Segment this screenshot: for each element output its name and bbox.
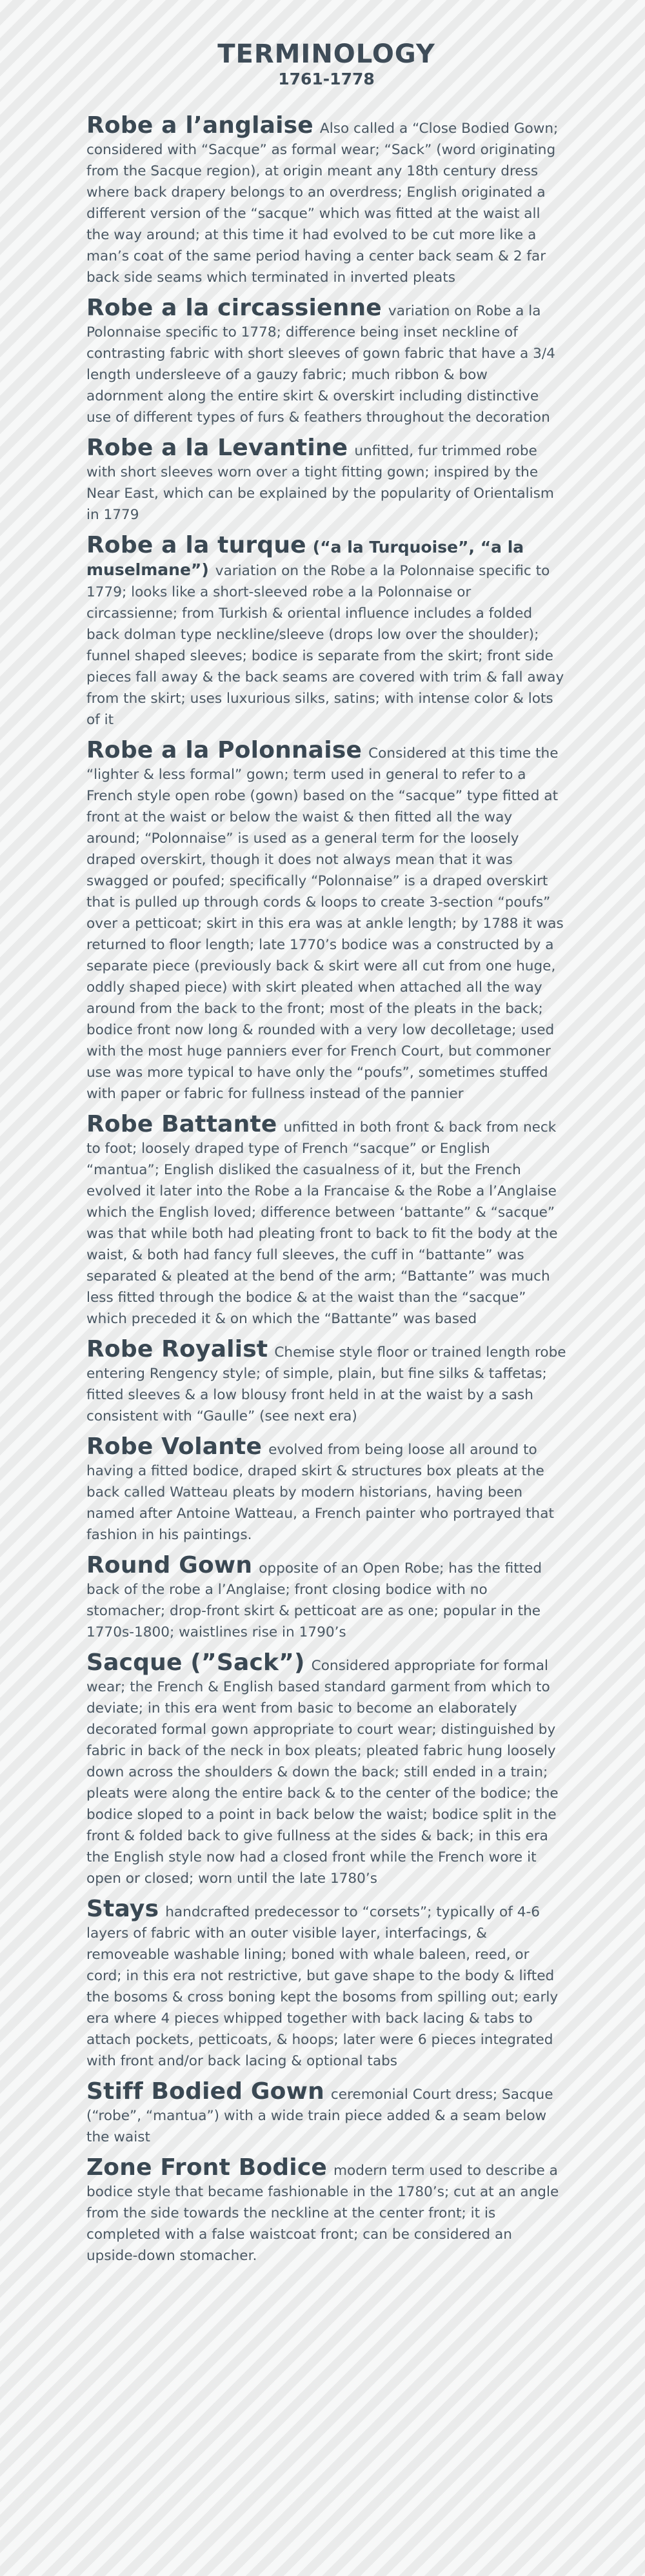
date-range: 1761-1778 xyxy=(278,70,375,88)
entry-robe-a-langlaise xyxy=(86,112,566,288)
term: Robe a la Levantine xyxy=(86,435,348,461)
entry-round-gown xyxy=(86,1552,566,1643)
term: Stiff Bodied Gown xyxy=(86,2078,324,2105)
definition: unfitted, fur trimmed robe with short sleeves worn over a tight fitting gown; inspired by the Near East, which can be explained by the popularity of Orientalism in 1779 xyxy=(86,443,554,523)
term: Robe Battante xyxy=(86,1111,277,1137)
definition: handcrafted predecessor to “corsets”; typically of 4-6 layers of fabric with an outer visible layer, interfacings, & removeable washable lining; boned with whale baleen, reed, or cord; in this era not restrictive, but gave shape to the body & lifted the bosoms & cross boning kept the bosoms from spilling out; early era where 4 pieces whipped together with back lacing & tabs to attach pockets, petticoats, & hoops; later were 6 pieces integrated with front and/or back lacing & optional tabs xyxy=(86,1904,559,2069)
definition: Chemise style floor or trained length robe entering Rengency style; of simple, plain, but fine silks & taffetas; fitted sleeves & a low blousy front held in at the waist by a sash consistent with “Gaulle” (see next era) xyxy=(86,1344,566,1424)
definition: Also called a “Close Bodied Gown; considered with “Sacque” as formal wear; “Sack” (word originating from the Sacque region), at origin meant any 18th century dress where back drapery belongs to an overdress; English originated a different version of the “sacque” which was fitted at the waist all the way around; at this time it had evolved to be cut more like a man’s coat of the same period having a center back seam & 2 far back side seams which terminated in inverted pleats xyxy=(86,121,559,286)
term: Stays xyxy=(86,1896,159,1922)
definition: ceremonial Court dress; Sacque (“robe”, “mantua”) with a wide train piece added & a seam below the waist xyxy=(86,2087,553,2145)
definition: modern term used to describe a bodice style that became fashionable in the 1780’s; cut at an angle from the side towards the neckline at the center front; it is completed with a false waistcoat front; can be considered an upside-down stomacher. xyxy=(86,2163,559,2264)
glossary-list xyxy=(86,112,566,2266)
definition: evolved from being loose all around to having a fitted bodice, draped skirt & structures box pleats at the back called Watteau pleats by modern historians, having been named after Antoine Watteau, a French painter who portrayed that fashion in his paintings. xyxy=(86,1442,554,1543)
entry-zone-front-bodice xyxy=(86,2154,566,2266)
term: Robe a la turque xyxy=(86,532,306,558)
entry-robe-volante xyxy=(86,1433,566,1546)
page-title: TERMINOLOGY xyxy=(217,39,435,69)
term: Robe a la circassienne xyxy=(86,295,382,321)
term: Robe a l’anglaise xyxy=(86,112,313,139)
term-alternate-names: (“a la Turquoise”, “a la muselmane”) xyxy=(86,538,524,579)
term: Sacque (”Sack”) xyxy=(86,1649,305,1676)
definition: Considered at this time the “lighter & less formal” gown; term used in general to refer to a French style open robe (gown) based on the “sacque” type fitted at front at the waist or below the waist & then fitted all the way around; “Polonnaise” is used as a general term for the loosely draped overskirt, though it does not always mean that it was swagged or poufed; specifically “Polonnaise” is a draped overskirt that is pulled up through cords & loops to create 3-section “poufs” over a petticoat; skirt in this era was at ankle length; by 1788 it was returned to floor length; late 1770’s bodice was a constructed by a separate piece (previously back & skirt were all cut from one huge, oddly shaped piece) with skirt pleated when attached all the way around from the back to the front; most of the pleats in the back; bodice front now long & rounded with a very low decolletage; used with the most huge panniers ever for French Court, but commoner use was more typical to have only the “poufs”, sometimes stuffed with paper or fabric for fullness instead of the pannier xyxy=(86,745,564,1102)
term: Robe Royalist xyxy=(86,1336,268,1362)
term: Zone Front Bodice xyxy=(86,2154,327,2181)
entry-robe-a-la-levantine xyxy=(86,437,566,526)
entry-robe-battante xyxy=(86,1111,566,1330)
definition: variation on the Robe a la Polonnaise specific to 1779; looks like a short-sleeved robe a la Polonnaise or circassienne; from Turkish & oriental influence includes a folded back dolman type neckline/sleeve (drops low over the shoulder); funnel shaped sleeves; bodice is separate from the skirt; front side pieces fall away & the back seams are covered with trim & fall away from the skirt; uses luxurious silks, satins; with intense color & lots of it xyxy=(86,563,564,728)
term: Robe Volante xyxy=(86,1433,263,1460)
definition: unfitted in both front & back from neck to foot; loosely draped type of French “sacque” or English “mantua”; English disliked the casualness of it, but the French evolved it later into the Robe a la Francaise & the Robe a l’Anglaise which the English loved; difference between ‘battante” & “sacque” was that while both had pleating front to back to fit the body at the waist, & both had fancy full sleeves, the cuff in “battante” was separated & pleated at the bend of the arm; “Battante” was much less fitted through the bodice & at the waist than the “sacque” which preceded it & on which the “Battante” was based xyxy=(86,1119,558,1327)
entry-robe-a-la-polonnaise xyxy=(86,737,566,1105)
entry-robe-a-la-turque xyxy=(86,532,566,731)
entry-robe-a-la-circassienne xyxy=(86,297,566,428)
definition: opposite of an Open Robe; has the fitted back of the robe a l’Anglaise; front closing bodice with no stomacher; drop-front skirt & petticoat are as one; popular in the 1770s-1800; waistlines rise in 1790’s xyxy=(86,1560,542,1640)
definition: Considered appropriate for formal wear; the French & English based standard garment from which to deviate; in this era went from basic to become an elaborately decorated formal gown appropriate to court wear; distinguished by fabric in back of the neck in box pleats; pleated fabric hung loosely down across the shoulders & down the back; still ended in a train; pleats were along the entire back & to the center of the bodice; the bodice sloped to a point in back below the waist; bodice split in the front & folded back to give fullness at the sides & back; in this era the English style now had a closed front while the French wore it open or closed; worn until the late 1780’s xyxy=(86,1658,559,1887)
term: Robe a la Polonnaise xyxy=(86,737,362,763)
entry-sacque xyxy=(86,1649,566,1889)
definition: variation on Robe a la Polonnaise specific to 1778; difference being inset neckline of contrasting fabric with short sleeves of gown fabric that have a 3/4 length undersleeve of a gauzy fabric; much ribbon & bow adornment along the entire skirt & overskirt including distinctive use of different types of furs & feathers throughout the decoration xyxy=(86,303,555,426)
term: Round Gown xyxy=(86,1552,253,1578)
entry-stays xyxy=(86,1898,566,2072)
entry-robe-royalist xyxy=(86,1336,566,1427)
entry-stiff-bodied-gown xyxy=(86,2078,566,2148)
page-header xyxy=(86,39,566,89)
